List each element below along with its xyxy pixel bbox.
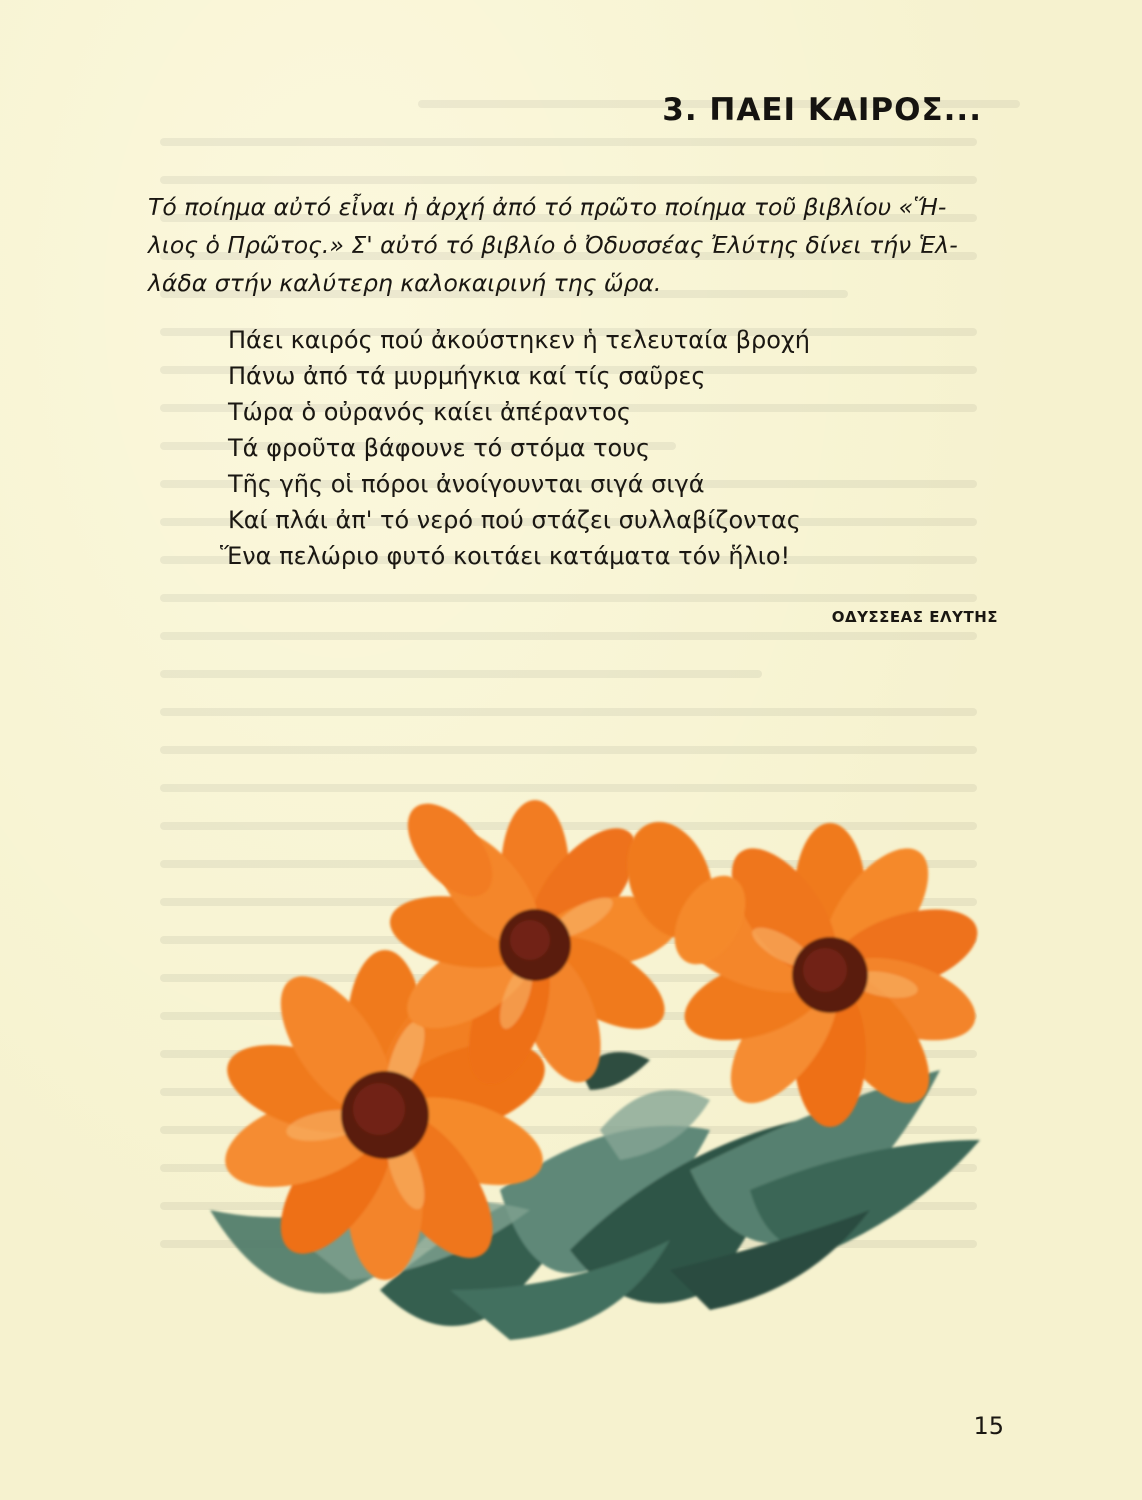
poem-line: Πάνω ἀπό τά μυρμήγκια καί τίς σαῦρες <box>228 362 706 390</box>
poem-author: ΟΔΥΣΣΕΑΣ ΕΛΥΤΗΣ <box>831 608 998 626</box>
intro-line: λάδα στήν καλύτερη καλοκαιρινή της ὥρα. <box>148 269 662 297</box>
poem-line: Τῆς γῆς οἱ πόροι ἀνοίγουνται σιγά σιγά <box>228 470 705 498</box>
poem-line: Ἕνα πελώριο φυτό κοιτάει κατάματα τόν ἥλιο! <box>220 542 791 570</box>
poem-line: Τά φροῦτα βάφουνε τό στόμα τους <box>228 434 651 462</box>
poem <box>220 322 810 574</box>
page-title: 3. ΠΑΕΙ ΚΑΙΡΟΣ... <box>662 92 982 128</box>
poem-line: Καί πλάι ἀπ' τό νερό πού στάζει συλλαβίζοντας <box>228 506 801 534</box>
poem-line: Τώρα ὁ οὐρανός καίει ἀπέραντος <box>228 398 631 426</box>
intro-line: Τό ποίημα αὐτό εἶναι ἡ ἀρχή ἀπό τό πρῶτο ποίημα τοῦ βιβλίου «Ἥ- <box>148 193 947 221</box>
flower-right <box>672 823 987 1127</box>
page-number: 15 <box>973 1412 1004 1440</box>
intro-line: λιος ὁ Πρῶτος.» Σ' αὐτό τό βιβλίο ὁ Ὀδυσσέας Ἐλύτης δίνει τήν Ἑλ- <box>148 231 958 259</box>
flowers-illustration <box>150 770 1010 1400</box>
intro-paragraph <box>148 188 998 302</box>
poem-line: Πάει καιρός πού ἀκούστηκεν ἡ τελευταία βροχή <box>228 326 810 354</box>
